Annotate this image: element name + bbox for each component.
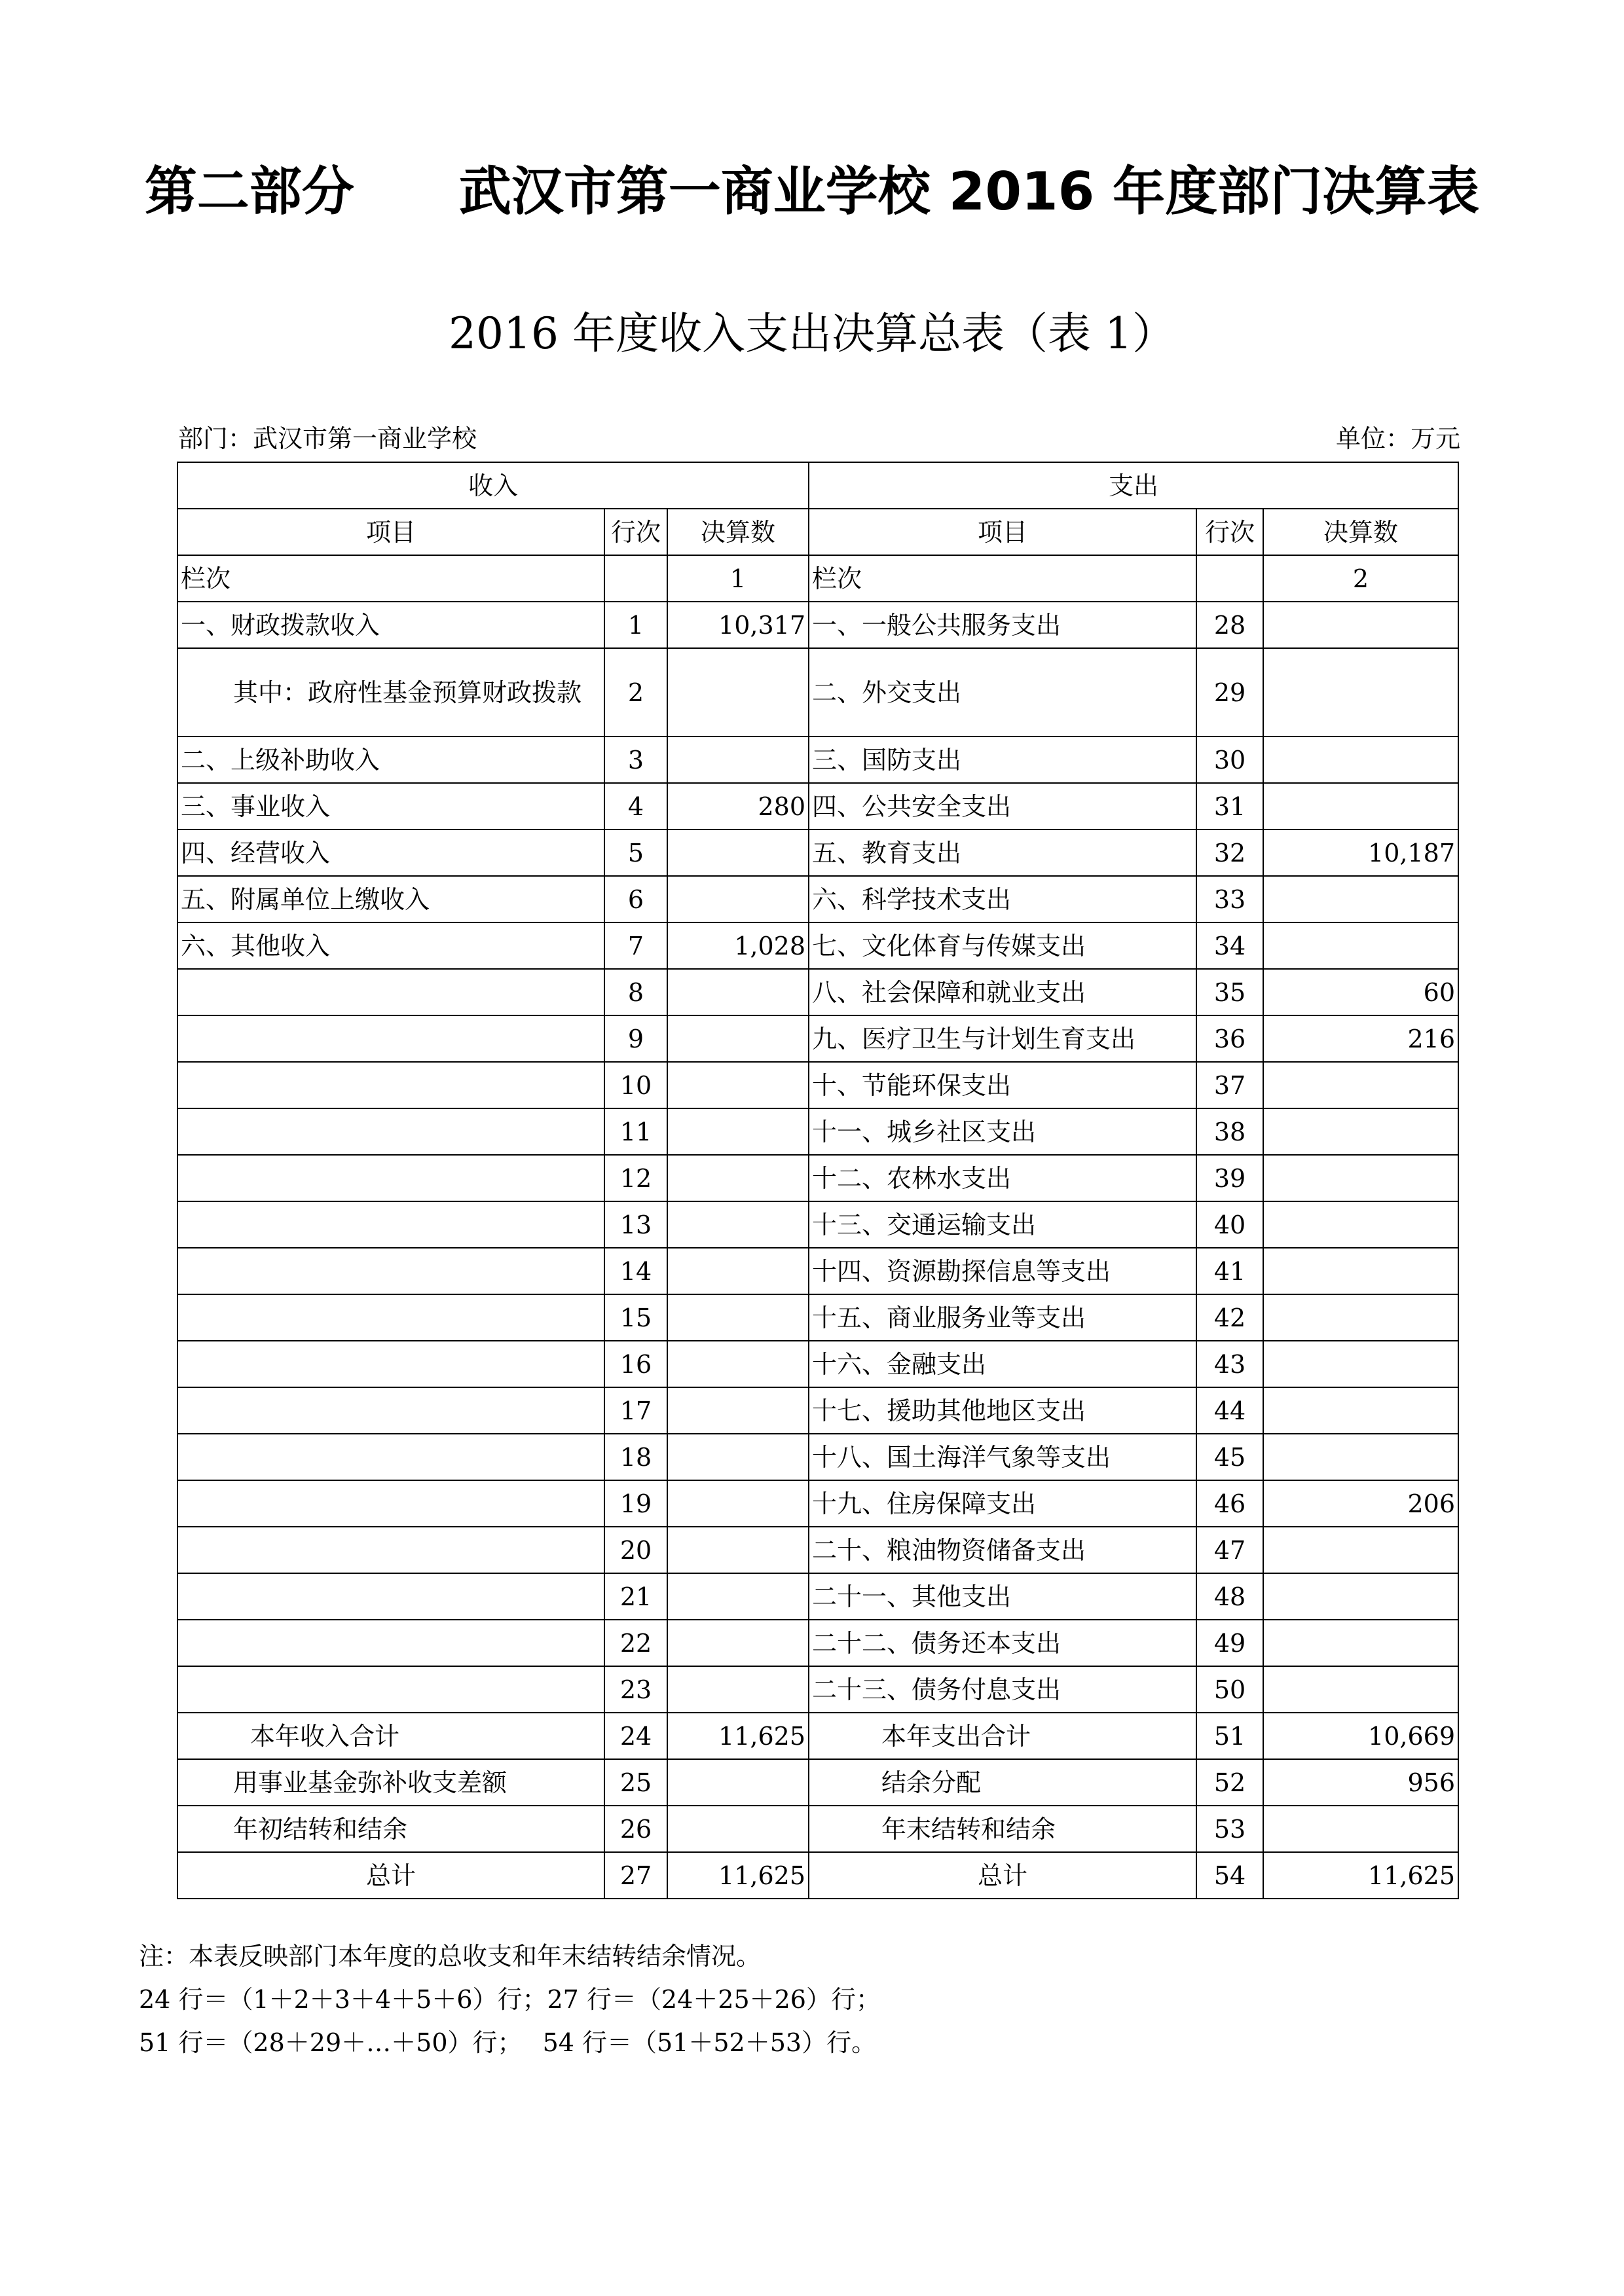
total-expense-label: 总计: [809, 1852, 1196, 1899]
expense-amount-cell: [1263, 783, 1458, 829]
income-rowno-cell: 17: [604, 1387, 667, 1434]
year-total-row: [177, 1713, 1458, 1759]
begin-carryover-label: 年初结转和结余: [177, 1806, 604, 1852]
table-row: [177, 648, 1458, 737]
expense-item-cell: 十二、农林水支出: [809, 1155, 1196, 1201]
expense-rowno-cell: 43: [1196, 1341, 1263, 1387]
expense-rowno-cell: 29: [1196, 648, 1263, 737]
income-item-cell: [177, 1062, 604, 1108]
expense-amount-cell: [1263, 648, 1458, 737]
begin-carryover-amount: [667, 1806, 809, 1852]
expense-item-cell: 九、医疗卫生与计划生育支出: [809, 1015, 1196, 1062]
carryover-row: [177, 1806, 1458, 1852]
expense-item-cell: 二十一、其他支出: [809, 1573, 1196, 1620]
income-amount-cell: [667, 1620, 809, 1666]
income-rowno-cell: 11: [604, 1108, 667, 1155]
expense-item-cell: 十五、商业服务业等支出: [809, 1294, 1196, 1341]
income-item-cell: [177, 1480, 604, 1527]
table-row: [177, 1201, 1458, 1248]
table-title: 2016 年度收入支出决算总表（表 1）: [449, 308, 1175, 359]
income-rowno-blank: [604, 555, 667, 602]
expense-rowno-cell: 40: [1196, 1201, 1263, 1248]
expense-item-cell: 十、节能环保支出: [809, 1062, 1196, 1108]
income-amount-cell: [667, 1108, 809, 1155]
expense-amount-header: 决算数: [1263, 509, 1458, 555]
table-row: [177, 1527, 1458, 1573]
income-item-cell: 三、事业收入: [177, 783, 604, 829]
income-rowno-cell: 15: [604, 1294, 667, 1341]
income-amount-cell: [667, 1434, 809, 1480]
year-income-no: 24: [604, 1713, 667, 1759]
income-rowno-cell: 9: [604, 1015, 667, 1062]
table-row: [177, 1620, 1458, 1666]
expense-item-cell: 二十、粮油物资储备支出: [809, 1527, 1196, 1573]
table-row: [177, 1015, 1458, 1062]
income-amount-cell: [667, 1573, 809, 1620]
expense-rowno-cell: 38: [1196, 1108, 1263, 1155]
fund-surplus-row: [177, 1759, 1458, 1806]
expense-amount-cell: [1263, 737, 1458, 783]
table-row: [177, 1480, 1458, 1527]
income-rowno-cell: 1: [604, 602, 667, 648]
surplus-label: 结余分配: [809, 1759, 1196, 1806]
expense-amount-cell: [1263, 1620, 1458, 1666]
expense-amount-cell: [1263, 1248, 1458, 1294]
expense-amount-cell: [1263, 922, 1458, 969]
expense-rowno-cell: 36: [1196, 1015, 1263, 1062]
income-amount-cell: [667, 1248, 809, 1294]
footnote: 24 行＝（1＋2＋3＋4＋5＋6）行；27 行＝（24＋25＋26）行；: [139, 1985, 881, 2014]
income-item-cell: [177, 1387, 604, 1434]
expense-amount-cell: [1263, 1387, 1458, 1434]
footnotes: [139, 1935, 881, 2064]
expense-item-cell: 六、科学技术支出: [809, 876, 1196, 922]
income-item-header: 项目: [177, 509, 604, 555]
income-rowno-cell: 2: [604, 648, 667, 737]
surplus-amount: 956: [1263, 1759, 1458, 1806]
income-amount-cell: [667, 1387, 809, 1434]
income-rowno-header: 行次: [604, 509, 667, 555]
fund-label: 用事业基金弥补收支差额: [177, 1759, 604, 1806]
expense-rowno-cell: 47: [1196, 1527, 1263, 1573]
expense-item-cell: 二十二、债务还本支出: [809, 1620, 1196, 1666]
year-expense-label: 本年支出合计: [809, 1713, 1196, 1759]
income-amount-cell: [667, 1062, 809, 1108]
income-item-cell: [177, 1666, 604, 1713]
table-row: [177, 1248, 1458, 1294]
table-row: [177, 829, 1458, 876]
income-amount-cell: [667, 648, 809, 737]
year-expense-no: 51: [1196, 1713, 1263, 1759]
table-row: [177, 1434, 1458, 1480]
income-rowno-cell: 8: [604, 969, 667, 1015]
fund-no: 25: [604, 1759, 667, 1806]
end-carryover-no: 53: [1196, 1806, 1263, 1852]
begin-carryover-no: 26: [604, 1806, 667, 1852]
income-item-cell: 其中：政府性基金预算财政拨款: [177, 648, 604, 737]
income-amount-cell: [667, 829, 809, 876]
total-income-amount: 11,625: [667, 1852, 809, 1899]
expense-amount-cell: 206: [1263, 1480, 1458, 1527]
surplus-no: 52: [1196, 1759, 1263, 1806]
expense-item-header: 项目: [809, 509, 1196, 555]
income-rowno-cell: 16: [604, 1341, 667, 1387]
income-item-cell: [177, 1527, 604, 1573]
expense-rowno-header: 行次: [1196, 509, 1263, 555]
income-amount-cell: [667, 1480, 809, 1527]
expense-amount-cell: [1263, 1527, 1458, 1573]
income-rowno-cell: 19: [604, 1480, 667, 1527]
income-item-cell: [177, 969, 604, 1015]
expense-rowno-cell: 50: [1196, 1666, 1263, 1713]
table-row: [177, 737, 1458, 783]
income-amount-cell: [667, 1527, 809, 1573]
income-item-cell: [177, 1341, 604, 1387]
income-rowno-cell: 10: [604, 1062, 667, 1108]
expense-column-label: 栏次: [809, 555, 1196, 602]
income-item-cell: [177, 1108, 604, 1155]
income-item-cell: 六、其他收入: [177, 922, 604, 969]
income-amount-cell: [667, 1294, 809, 1341]
table-row: [177, 1294, 1458, 1341]
fund-amount: [667, 1759, 809, 1806]
expense-amount-cell: [1263, 1155, 1458, 1201]
end-carryover-amount: [1263, 1806, 1458, 1852]
income-item-cell: 一、财政拨款收入: [177, 602, 604, 648]
income-rowno-cell: 4: [604, 783, 667, 829]
income-amount-cell: [667, 737, 809, 783]
expense-rowno-cell: 33: [1196, 876, 1263, 922]
year-expense-amount: 10,669: [1263, 1713, 1458, 1759]
income-item-cell: 五、附属单位上缴收入: [177, 876, 604, 922]
expense-item-cell: 十一、城乡社区支出: [809, 1108, 1196, 1155]
expense-item-cell: 十七、援助其他地区支出: [809, 1387, 1196, 1434]
expense-rowno-cell: 44: [1196, 1387, 1263, 1434]
income-item-cell: [177, 1248, 604, 1294]
table-row: [177, 1387, 1458, 1434]
income-rowno-cell: 6: [604, 876, 667, 922]
total-income-label: 总计: [177, 1852, 604, 1899]
income-item-cell: [177, 1015, 604, 1062]
income-amount-cell: [667, 1015, 809, 1062]
expense-amount-cell: 216: [1263, 1015, 1458, 1062]
department-label: 部门：武汉市第一商业学校: [178, 424, 477, 453]
expense-rowno-cell: 32: [1196, 829, 1263, 876]
table-row: [177, 1666, 1458, 1713]
total-income-no: 27: [604, 1852, 667, 1899]
expense-amount-cell: [1263, 1201, 1458, 1248]
total-expense-amount: 11,625: [1263, 1852, 1458, 1899]
income-rowno-cell: 18: [604, 1434, 667, 1480]
income-rowno-cell: 22: [604, 1620, 667, 1666]
expense-rowno-cell: 28: [1196, 602, 1263, 648]
income-amount-cell: [667, 1341, 809, 1387]
expense-amount-cell: 60: [1263, 969, 1458, 1015]
total-expense-no: 54: [1196, 1852, 1263, 1899]
expense-item-cell: 四、公共安全支出: [809, 783, 1196, 829]
table-row: [177, 1108, 1458, 1155]
expense-item-cell: 十六、金融支出: [809, 1341, 1196, 1387]
expense-rowno-cell: 35: [1196, 969, 1263, 1015]
expense-rowno-cell: 30: [1196, 737, 1263, 783]
expense-item-cell: 一、一般公共服务支出: [809, 602, 1196, 648]
income-amount-cell: 280: [667, 783, 809, 829]
income-rowno-cell: 12: [604, 1155, 667, 1201]
year-income-label: 本年收入合计: [177, 1713, 604, 1759]
end-carryover-label: 年末结转和结余: [809, 1806, 1196, 1852]
budget-table: [177, 462, 1459, 1899]
income-item-cell: [177, 1573, 604, 1620]
expense-rowno-cell: 48: [1196, 1573, 1263, 1620]
income-item-cell: [177, 1434, 604, 1480]
expense-amount-cell: [1263, 1108, 1458, 1155]
income-rowno-cell: 20: [604, 1527, 667, 1573]
income-item-cell: 二、上级补助收入: [177, 737, 604, 783]
table-row: [177, 1573, 1458, 1620]
expense-amount-cell: 10,187: [1263, 829, 1458, 876]
year-income-amount: 11,625: [667, 1713, 809, 1759]
income-amount-cell: [667, 1666, 809, 1713]
table-row: [177, 969, 1458, 1015]
expense-amount-cell: [1263, 1341, 1458, 1387]
expense-item-cell: 十四、资源勘探信息等支出: [809, 1248, 1196, 1294]
expense-rowno-cell: 41: [1196, 1248, 1263, 1294]
income-item-cell: 四、经营收入: [177, 829, 604, 876]
expense-rowno-cell: 45: [1196, 1434, 1263, 1480]
income-rowno-cell: 14: [604, 1248, 667, 1294]
table-row: [177, 876, 1458, 922]
table-row: [177, 1155, 1458, 1201]
header-row-columns: [177, 509, 1458, 555]
income-col-index: 1: [667, 555, 809, 602]
income-amount-header: 决算数: [667, 509, 809, 555]
unit-label: 单位：万元: [1335, 424, 1460, 453]
income-item-cell: [177, 1155, 604, 1201]
expense-item-cell: 五、教育支出: [809, 829, 1196, 876]
expense-rowno-cell: 46: [1196, 1480, 1263, 1527]
column-index-row: [177, 555, 1458, 602]
footnote: 51 行＝（28＋29＋…＋50）行； 54 行＝（51＋52＋53）行。: [139, 2028, 877, 2057]
expense-rowno-cell: 49: [1196, 1620, 1263, 1666]
expense-rowno-cell: 37: [1196, 1062, 1263, 1108]
expense-item-cell: 八、社会保障和就业支出: [809, 969, 1196, 1015]
income-amount-cell: 1,028: [667, 922, 809, 969]
table-row: [177, 783, 1458, 829]
expense-item-cell: 二、外交支出: [809, 648, 1196, 737]
expense-item-cell: 十九、住房保障支出: [809, 1480, 1196, 1527]
expense-amount-cell: [1263, 602, 1458, 648]
part-title: 第二部分 武汉市第一商业学校 2016 年度部门决算表: [144, 161, 1480, 222]
expense-item-cell: 七、文化体育与传媒支出: [809, 922, 1196, 969]
income-rowno-cell: 3: [604, 737, 667, 783]
table-row: [177, 1062, 1458, 1108]
table-row: [177, 1341, 1458, 1387]
income-rowno-cell: 7: [604, 922, 667, 969]
income-rowno-cell: 5: [604, 829, 667, 876]
expense-item-cell: 十三、交通运输支出: [809, 1201, 1196, 1248]
expense-rowno-cell: 31: [1196, 783, 1263, 829]
table-row: [177, 922, 1458, 969]
income-item-cell: [177, 1620, 604, 1666]
expense-amount-cell: [1263, 1294, 1458, 1341]
expense-rowno-blank: [1196, 555, 1263, 602]
expense-col-index: 2: [1263, 555, 1458, 602]
expense-item-cell: 三、国防支出: [809, 737, 1196, 783]
expense-amount-cell: [1263, 876, 1458, 922]
income-amount-cell: [667, 969, 809, 1015]
income-rowno-cell: 23: [604, 1666, 667, 1713]
expense-item-cell: 十八、国土海洋气象等支出: [809, 1434, 1196, 1480]
expense-rowno-cell: 39: [1196, 1155, 1263, 1201]
income-amount-cell: 10,317: [667, 602, 809, 648]
income-header: 收入: [177, 462, 809, 509]
expense-amount-cell: [1263, 1573, 1458, 1620]
header-row-sections: [177, 462, 1458, 509]
expense-header: 支出: [809, 462, 1458, 509]
income-item-cell: [177, 1201, 604, 1248]
grand-total-row: [177, 1852, 1458, 1899]
income-rowno-cell: 13: [604, 1201, 667, 1248]
footnote: 注：本表反映部门本年度的总收支和年末结转结余情况。: [139, 1942, 762, 1971]
income-amount-cell: [667, 1201, 809, 1248]
income-item-cell: [177, 1294, 604, 1341]
expense-rowno-cell: 42: [1196, 1294, 1263, 1341]
expense-amount-cell: [1263, 1062, 1458, 1108]
income-amount-cell: [667, 1155, 809, 1201]
expense-item-cell: 二十三、债务付息支出: [809, 1666, 1196, 1713]
expense-rowno-cell: 34: [1196, 922, 1263, 969]
expense-amount-cell: [1263, 1666, 1458, 1713]
income-column-label: 栏次: [177, 555, 604, 602]
expense-amount-cell: [1263, 1434, 1458, 1480]
table-row: [177, 602, 1458, 648]
income-rowno-cell: 21: [604, 1573, 667, 1620]
income-amount-cell: [667, 876, 809, 922]
